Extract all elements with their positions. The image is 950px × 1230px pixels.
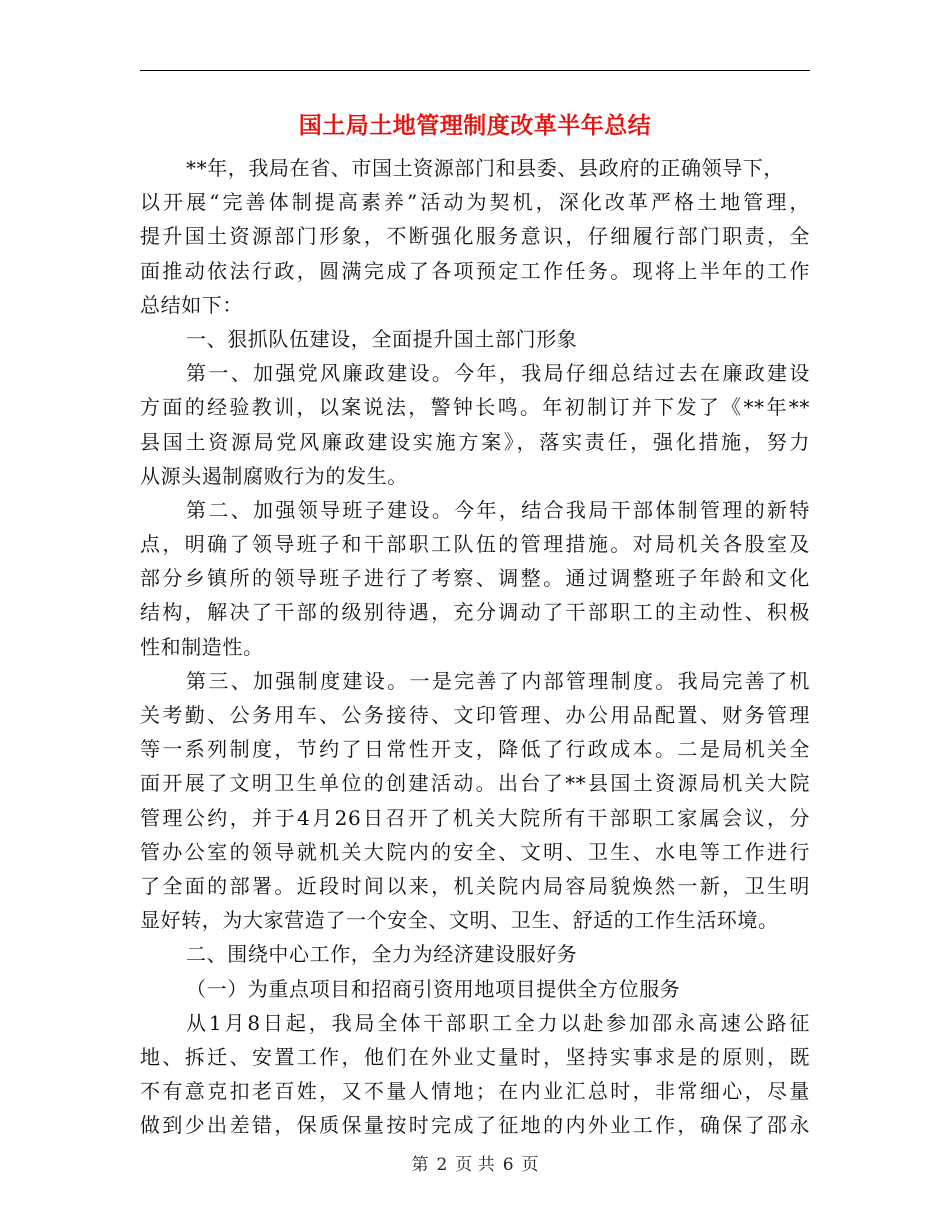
paragraph-line: 总结如下： [140, 292, 243, 317]
paragraph-line: 结构，解决了干部的级别待遇，充分调动了干部职工的主动性、积极 [140, 600, 810, 625]
page-number: 2 [436, 1155, 448, 1175]
footer-middle: 页 共 [455, 1155, 495, 1175]
paragraph-line: 显好转，为大家营造了一个安全、文明、卫生、舒适的工作生活环境。 [140, 908, 779, 933]
paragraph-line: 不有意克扣老百姓，又不量人情地；在内业汇总时，非常细心，尽量 [140, 1079, 810, 1104]
paragraph-line: 部分乡镇所的领导班子进行了考察、调整。通过调整班子年龄和文化 [140, 566, 810, 591]
paragraph-line: 关考勤、公务用车、公务接待、文印管理、办公用品配置、财务管理 [140, 703, 810, 727]
section-heading: 二、围绕中心工作，全力为经济建设服好务 [186, 942, 578, 967]
paragraph-line: 从1月8日起，我局全体干部职工全力以赴参加邵永高速公路征 [186, 1010, 810, 1035]
page-total: 6 [502, 1155, 514, 1175]
paragraph-line: 第一、加强党风廉政建设。今年，我局仔细总结过去在廉政建设 [186, 361, 810, 386]
page-footer [0, 1153, 950, 1177]
paragraph-line: 性和制造性。 [140, 634, 264, 659]
paragraph-line: 县国土资源局党风廉政建设实施方案》，落实责任，强化措施，努力 [140, 429, 810, 454]
paragraph-line: 管理公约，并于4月26日召开了机关大院所有干部职工家属会议，分 [140, 805, 810, 830]
paragraph-line: 管办公室的领导就机关大院内的安全、文明、卫生、水电等工作进行 [140, 839, 810, 864]
paragraph-line: 从源头遏制腐败行为的发生。 [140, 463, 408, 488]
paragraph-line: 等一系列制度，节约了日常性开支，降低了行政成本。二是局机关全 [140, 737, 810, 762]
paragraph-line: 了全面的部署。近段时间以来，机关院内局容局貌焕然一新，卫生明 [140, 873, 810, 898]
paragraph-line: 第二、加强领导班子建设。今年，结合我局干部体制管理的新特 [186, 497, 810, 522]
paragraph-line: 第三、加强制度建设。一是完善了内部管理制度。我局完善了机 [186, 668, 810, 693]
paragraph-line: **年，我局在省、市国土资源部门和县委、县政府的正确领导下， [186, 156, 784, 180]
footer-prefix: 第 [411, 1155, 429, 1175]
paragraph-line: 以开展“完善体制提高素养”活动为契机，深化改革严格土地管理， [140, 190, 810, 215]
paragraph-line: 面推动依法行政，圆满完成了各项预定工作任务。现将上半年的工作 [140, 258, 810, 283]
paragraph-line: 地、拆迁、安置工作，他们在外业丈量时，坚持实事求是的原则，既 [140, 1044, 810, 1069]
paragraph-line: 做到少出差错，保质保量按时完成了征地的内外业工作，确保了邵永 [140, 1113, 810, 1138]
footer-suffix: 页 [521, 1155, 539, 1175]
paragraph-line: 提升国土资源部门形象，不断强化服务意识，仔细履行部门职责，全 [140, 224, 810, 249]
document-body [140, 151, 810, 1142]
paragraph-line: 面开展了文明卫生单位的创建活动。出台了**县国土资源局机关大院 [140, 771, 810, 796]
paragraph-line: 点，明确了领导班子和干部职工队伍的管理措施。对局机关各股室及 [140, 532, 810, 557]
subsection-heading: （一）为重点项目和招商引资用地项目提供全方位服务 [186, 976, 681, 1001]
paragraph-line: 方面的经验教训，以案说法，警钟长鸣。年初制订并下发了《**年** [140, 395, 810, 420]
section-heading: 一、狠抓队伍建设，全面提升国土部门形象 [186, 326, 578, 351]
header-rule [140, 70, 810, 71]
document-title: 国土局土地管理制度改革半年总结 [298, 112, 652, 139]
